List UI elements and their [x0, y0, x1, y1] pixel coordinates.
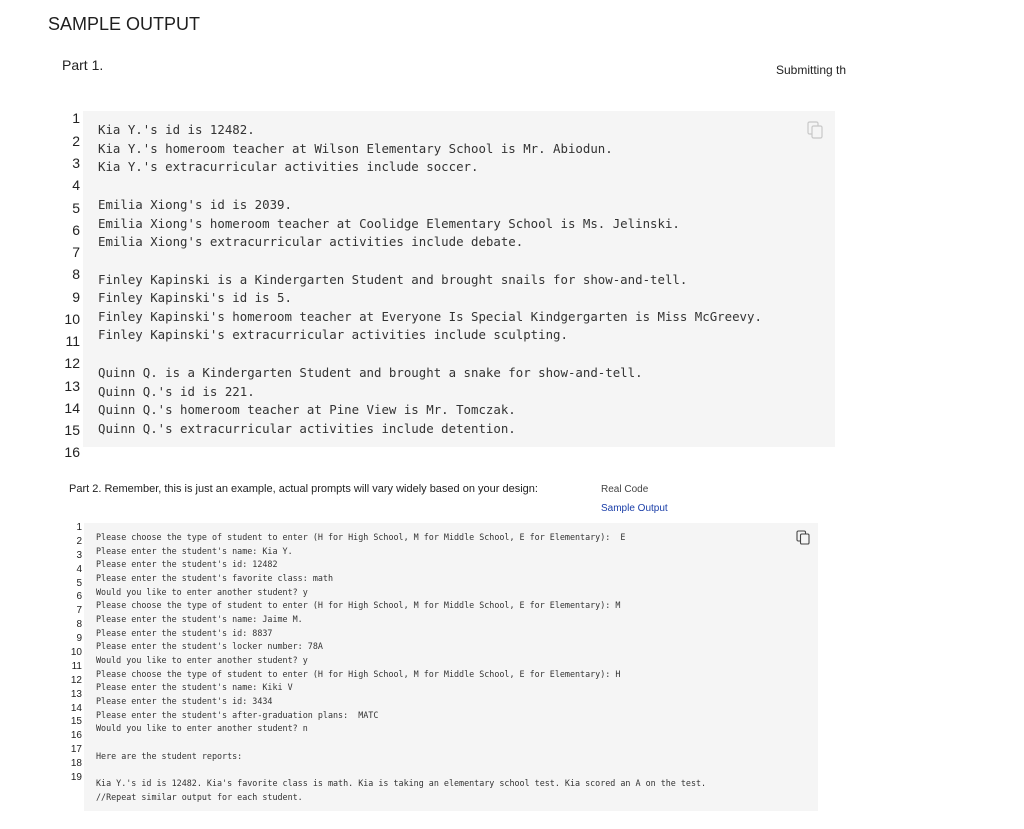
part1-heading: Part 1.	[62, 57, 104, 73]
line-number: 12	[70, 675, 82, 686]
line-number: 4	[76, 564, 82, 575]
line-number: 1	[72, 110, 80, 126]
code-line: Please enter the student's name: Jaime M.	[96, 614, 303, 624]
line-number: 16	[64, 444, 80, 460]
part1-code-block	[83, 111, 835, 447]
line-number: 19	[70, 772, 82, 783]
line-number: 9	[76, 633, 82, 644]
line-number: 13	[64, 378, 80, 394]
code-line: Quinn Q. is a Kindergarten Student and brought a snake for show-and-tell.	[98, 365, 643, 380]
line-number: 6	[72, 222, 80, 238]
line-number: 2	[76, 536, 82, 547]
line-number: 15	[70, 716, 82, 727]
code-line: Please enter the student's after-graduation plans: MATC	[96, 710, 379, 720]
copy-icon[interactable]	[807, 121, 823, 139]
code-line: Finley Kapinski's extracurricular activities include sculpting.	[98, 327, 568, 342]
line-number: 12	[64, 355, 80, 371]
code-line: Please enter the student's locker number: 78A	[96, 641, 323, 651]
line-number: 7	[76, 605, 82, 616]
line-number: 2	[72, 133, 80, 149]
line-number: 18	[70, 758, 82, 769]
line-number: 13	[70, 689, 82, 700]
code-line: Emilia Xiong's extracurricular activities include debate.	[98, 234, 524, 249]
line-number: 16	[70, 730, 82, 741]
sample-output-link[interactable]: Sample Output	[601, 503, 668, 514]
code-line: Please enter the student's id: 8837	[96, 628, 273, 638]
line-number: 5	[72, 200, 80, 216]
code-line: Would you like to enter another student? n	[96, 723, 308, 733]
code-line: Please enter the student's name: Kia Y.	[96, 546, 293, 556]
code-line: Finley Kapinski's homeroom teacher at Everyone Is Special Kindgergarten is Miss McGreevy.	[98, 309, 762, 324]
code-line: Kia Y.'s homeroom teacher at Wilson Elementary School is Mr. Abiodun.	[98, 141, 613, 156]
code-line: Please enter the student's name: Kiki V	[96, 682, 293, 692]
line-number: 17	[70, 744, 82, 755]
side-note-truncated: Submitting th	[776, 63, 847, 77]
line-number: 10	[64, 311, 80, 327]
code-line: Quinn Q.'s extracurricular activities include detention.	[98, 421, 516, 436]
line-number: 8	[76, 619, 82, 630]
code-line: Kia Y.'s extracurricular activities include soccer.	[98, 159, 479, 174]
code-line: Would you like to enter another student? y	[96, 587, 308, 597]
code-line: Please choose the type of student to enter (H for High School, M for Middle School, E for Elementary): H	[96, 669, 621, 679]
part2-code-block	[84, 523, 818, 811]
line-number: 14	[70, 703, 82, 714]
code-line: Quinn Q.'s id is 221.	[98, 384, 255, 399]
code-line: Please choose the type of student to enter (H for High School, M for Middle School, E for Elementary): E	[96, 532, 626, 542]
real-code-link[interactable]: Real Code	[601, 484, 649, 495]
line-number: 8	[72, 266, 80, 282]
line-number: 5	[76, 578, 82, 589]
line-number: 4	[72, 177, 80, 193]
code-line: Please enter the student's id: 12482	[96, 559, 278, 569]
code-line: Here are the student reports:	[96, 751, 243, 761]
line-number: 14	[64, 400, 80, 416]
code-line: Please choose the type of student to enter (H for High School, M for Middle School, E for Elementary): M	[96, 600, 621, 610]
code-line: Kia Y.'s id is 12482. Kia's favorite class is math. Kia is taking an elementary school test. Kia scored an A on the test.	[96, 778, 707, 788]
line-number: 7	[72, 244, 80, 260]
code-line: Finley Kapinski is a Kindergarten Student and brought snails for show-and-tell.	[98, 272, 688, 287]
code-line: Finley Kapinski's id is 5.	[98, 290, 292, 305]
copy-icon[interactable]	[796, 530, 810, 545]
line-number: 11	[71, 661, 82, 672]
code-line: //Repeat similar output for each student.	[96, 792, 303, 802]
part2-line-numbers	[64, 522, 82, 822]
page-title: SAMPLE OUTPUT	[48, 14, 201, 34]
line-number: 15	[64, 422, 80, 438]
part2-heading: Part 2. Remember, this is just an example, actual prompts will vary widely based on your design:	[69, 483, 538, 495]
line-number: 3	[76, 550, 82, 561]
code-line: Emilia Xiong's id is 2039.	[98, 197, 292, 212]
code-line: Kia Y.'s id is 12482.	[98, 122, 255, 137]
line-number: 11	[65, 333, 80, 349]
line-number: 1	[76, 522, 82, 533]
code-line: Quinn Q.'s homeroom teacher at Pine View is Mr. Tomczak.	[98, 402, 516, 417]
line-number: 3	[72, 155, 80, 171]
line-number: 10	[70, 647, 82, 658]
code-line: Please enter the student's id: 3434	[96, 696, 273, 706]
part1-line-numbers	[58, 110, 80, 460]
line-number: 9	[72, 289, 80, 305]
line-number: 6	[76, 591, 82, 602]
code-line: Emilia Xiong's homeroom teacher at Coolidge Elementary School is Ms. Jelinski.	[98, 216, 680, 231]
code-line: Please enter the student's favorite class: math	[96, 573, 333, 583]
code-line: Would you like to enter another student? y	[96, 655, 308, 665]
